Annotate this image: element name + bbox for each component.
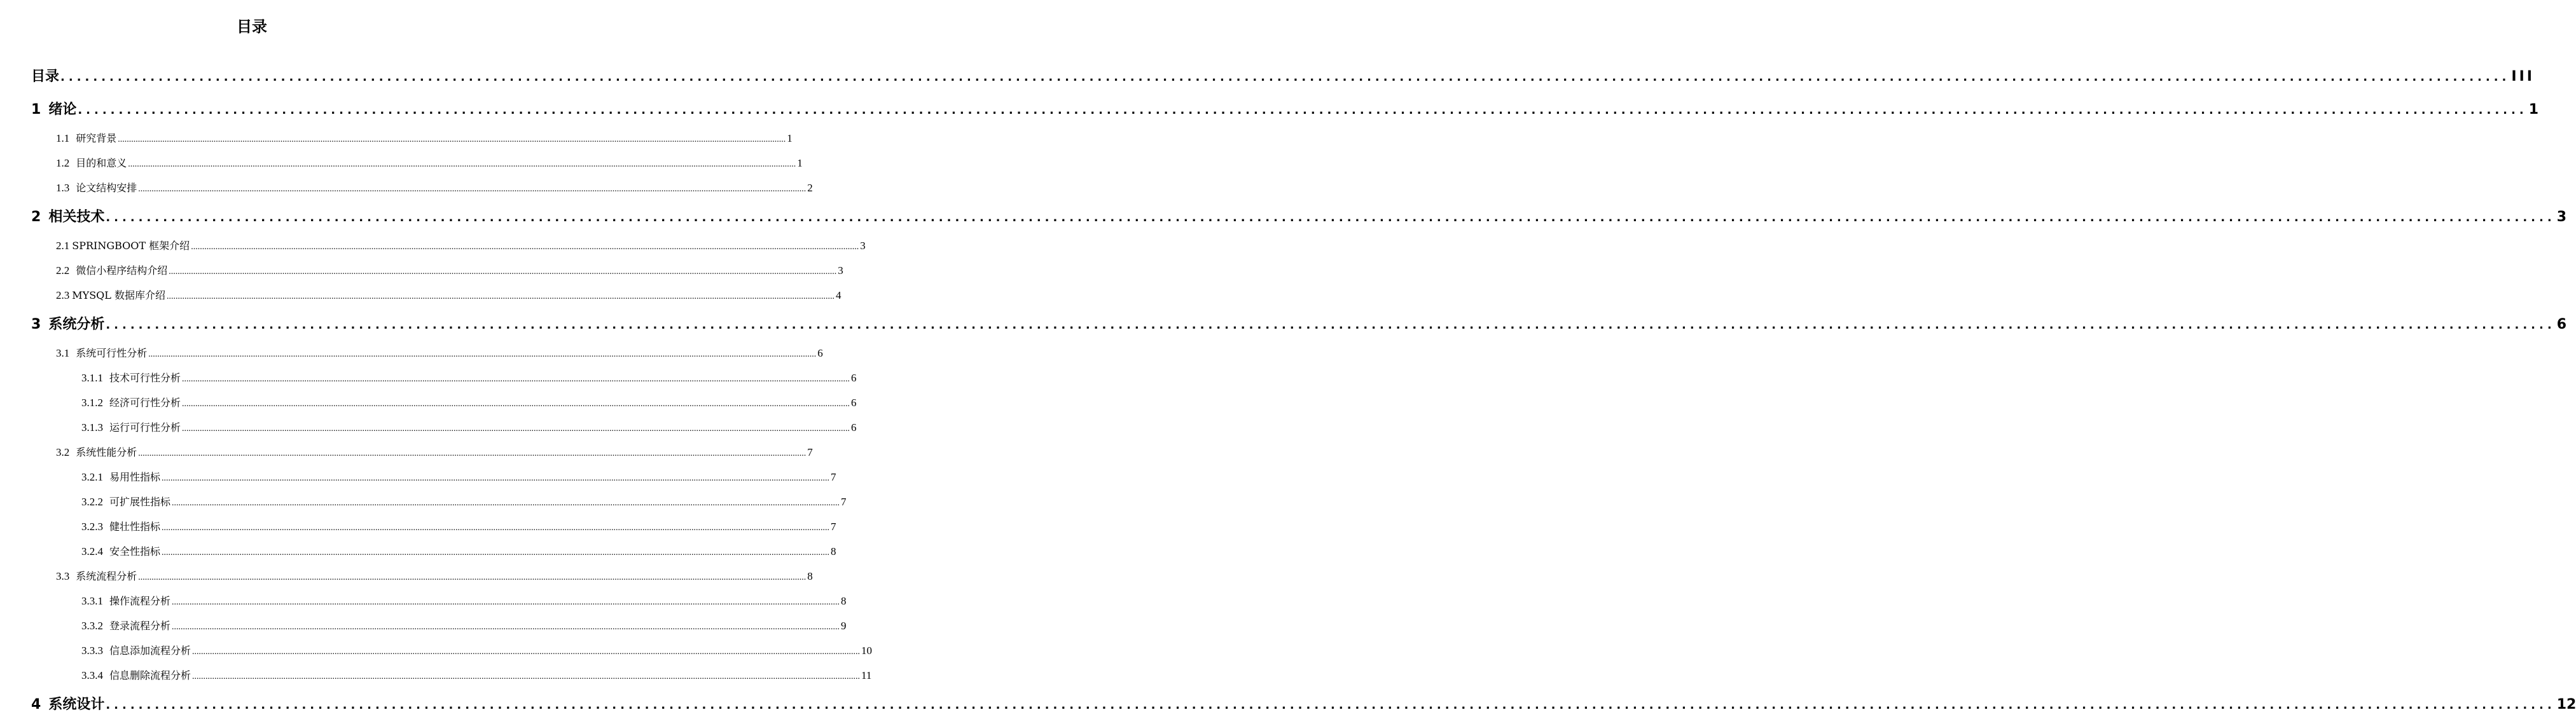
toc-entry-label: 1.2 目的和意义 bbox=[56, 157, 127, 169]
toc-entry-label: 3.3.2 登录流程分析 bbox=[81, 620, 171, 632]
toc-page-number: 7 bbox=[841, 496, 847, 508]
toc-page-number: 6 bbox=[851, 397, 857, 409]
toc-page-number: 6 bbox=[2556, 317, 2567, 332]
dot-leader: ............................................................................................................................................................................................................................................................................................................ bbox=[162, 474, 830, 483]
dot-leader: ............................................................................................................................................................................................................................................................................................................ bbox=[182, 374, 850, 384]
toc-entry-3-3-4[interactable] bbox=[81, 668, 872, 683]
toc-entry-label: 3.3.3 信息添加流程分析 bbox=[81, 645, 191, 657]
toc-entry-label: 2.2 微信小程序结构介绍 bbox=[56, 264, 168, 277]
toc-entry-label: 目录 bbox=[31, 69, 60, 85]
toc-page-number: 6 bbox=[851, 372, 857, 384]
toc-page-number: 1 bbox=[787, 132, 793, 144]
toc-entry-2[interactable] bbox=[31, 207, 2567, 228]
toc-entry-3-2-2[interactable] bbox=[81, 495, 847, 510]
toc-entry-2-3[interactable] bbox=[56, 288, 841, 303]
toc-entry-label: 3.2.1 易用性指标 bbox=[81, 471, 161, 483]
toc-page-number: 9 bbox=[841, 620, 847, 632]
dot-leader: ............................................................................................................................................................................................................................................................................................................ bbox=[148, 350, 817, 359]
toc-page-number: 3 bbox=[860, 240, 866, 252]
dot-leader: ............................................................................................................................................................................................................................................................................................................ bbox=[106, 211, 2556, 224]
toc-entry-label: 3.2.3 健壮性指标 bbox=[81, 521, 161, 533]
toc-entry-label: 3.1.3 运行可行性分析 bbox=[81, 421, 181, 434]
toc-entry-3-1-2[interactable] bbox=[81, 395, 857, 411]
toc-entry-label: 3.3.4 信息删除流程分析 bbox=[81, 669, 191, 681]
toc-page-number: 7 bbox=[831, 521, 836, 533]
toc-entry-label: 4 系统设计 bbox=[31, 697, 105, 713]
toc-entry-label: 3.2.4 安全性指标 bbox=[81, 545, 161, 557]
toc-entry-label: 3.1 系统可行性分析 bbox=[56, 347, 148, 359]
toc-page-number: 7 bbox=[807, 446, 813, 458]
toc-page-number: 12 bbox=[2556, 697, 2576, 713]
dot-leader: ............................................................................................................................................................................................................................................................................................................ bbox=[192, 672, 861, 681]
toc-entry-label: 2.1 SPRINGBOOT 框架介绍 bbox=[56, 240, 190, 252]
dot-leader: ............................................................................................................................................................................................................................................................................................................ bbox=[182, 399, 850, 409]
dot-leader: ............................................................................................................................................................................................................................................................................................................ bbox=[192, 647, 861, 657]
dot-leader: ............................................................................................................................................................................................................................................................................................................ bbox=[172, 598, 840, 607]
toc-page-number: 3 bbox=[2556, 209, 2567, 225]
toc-page-number: 6 bbox=[851, 421, 857, 434]
toc-entry-1-3[interactable] bbox=[56, 181, 813, 196]
toc-entry-3-1-3[interactable] bbox=[81, 420, 857, 435]
toc-entry-3-2[interactable] bbox=[56, 445, 813, 460]
dot-leader: ............................................................................................................................................................................................................................................................................................................ bbox=[106, 699, 2556, 712]
toc-entry-label: 3.2.2 可扩展性指标 bbox=[81, 496, 171, 508]
toc-page-number: III bbox=[2511, 69, 2535, 85]
toc-entry-1-1[interactable] bbox=[56, 131, 793, 146]
toc-entry-3-2-1[interactable] bbox=[81, 470, 836, 485]
toc-entry-3[interactable] bbox=[31, 315, 2567, 335]
toc-entry-contents[interactable] bbox=[31, 67, 2535, 87]
toc-page-number: 3 bbox=[838, 264, 843, 277]
toc-entry-3-1[interactable] bbox=[56, 346, 823, 361]
dot-leader: ............................................................................................................................................................................................................................................................................................................ bbox=[172, 622, 840, 632]
dot-leader: ............................................................................................................................................................................................................................................................................................................ bbox=[138, 184, 807, 194]
toc-page-number: 4 bbox=[836, 289, 841, 301]
toc-entry-2-1[interactable] bbox=[56, 238, 866, 254]
dot-leader: ............................................................................................................................................................................................................................................................................................................ bbox=[169, 267, 837, 277]
toc-page-number: 8 bbox=[807, 570, 813, 582]
toc-entry-3-3-3[interactable] bbox=[81, 643, 873, 659]
toc-entry-3-2-3[interactable] bbox=[81, 519, 836, 535]
dot-leader: ............................................................................................................................................................................................................................................................................................................ bbox=[172, 498, 840, 508]
toc-entry-label: 3.2 系统性能分析 bbox=[56, 446, 137, 458]
toc-page-number: 6 bbox=[817, 347, 823, 359]
toc-entry-1[interactable] bbox=[31, 100, 2539, 120]
dot-leader: ............................................................................................................................................................................................................................................................................................................ bbox=[138, 449, 807, 458]
toc-entry-1-2[interactable] bbox=[56, 156, 803, 171]
toc-page-number: 2 bbox=[807, 182, 813, 194]
toc-page-number: 1 bbox=[2528, 102, 2539, 118]
toc-entry-2-2[interactable] bbox=[56, 263, 843, 278]
dot-leader: ............................................................................................................................................................................................................................................................................................................ bbox=[138, 573, 807, 582]
dot-leader: ............................................................................................................................................................................................................................................................................................................ bbox=[118, 135, 786, 144]
toc-entry-label: 3.1.1 技术可行性分析 bbox=[81, 372, 181, 384]
toc-entry-3-3-2[interactable] bbox=[81, 618, 847, 634]
toc-entry-label: 2.3 MYSQL 数据库介绍 bbox=[56, 289, 165, 301]
toc-entry-label: 3.3 系统流程分析 bbox=[56, 570, 137, 582]
toc-page-number: 8 bbox=[831, 545, 836, 557]
toc-entry-3-3[interactable] bbox=[56, 569, 813, 584]
toc-page-number: 11 bbox=[861, 669, 872, 681]
toc-page-number: 8 bbox=[841, 595, 847, 607]
toc-entry-label: 1.3 论文结构安排 bbox=[56, 182, 137, 194]
dot-leader: ............................................................................................................................................................................................................................................................................................................ bbox=[162, 548, 830, 557]
dot-leader: ............................................................................................................................................................................................................................................................................................................ bbox=[78, 104, 2528, 117]
dot-leader: ............................................................................................................................................................................................................................................................................................................ bbox=[191, 242, 859, 252]
dot-leader: ............................................................................................................................................................................................................................................................................................................ bbox=[167, 292, 834, 301]
dot-leader: ............................................................................................................................................................................................................................................................................................................ bbox=[162, 523, 830, 533]
toc-entry-label: 3 系统分析 bbox=[31, 317, 105, 332]
toc-entry-label: 3.1.2 经济可行性分析 bbox=[81, 397, 181, 409]
dot-leader: ............................................................................................................................................................................................................................................................................................................ bbox=[128, 160, 796, 169]
toc-entry-3-3-1[interactable] bbox=[81, 594, 847, 609]
toc-page-number: 7 bbox=[831, 471, 836, 483]
toc-entry-label: 3.3.1 操作流程分析 bbox=[81, 595, 171, 607]
toc-entry-3-1-1[interactable] bbox=[81, 371, 857, 386]
toc-entry-label: 1 绪论 bbox=[31, 102, 77, 118]
toc-page-number: 10 bbox=[861, 645, 873, 657]
toc-entry-4[interactable] bbox=[31, 695, 2576, 715]
toc-entry-label: 2 相关技术 bbox=[31, 209, 105, 225]
dot-leader: ............................................................................................................................................................................................................................................................................................................ bbox=[106, 318, 2556, 332]
dot-leader: ............................................................................................................................................................................................................................................................................................................ bbox=[60, 71, 2510, 84]
toc-page-number: 1 bbox=[797, 157, 803, 169]
toc-entry-label: 1.1 研究背景 bbox=[56, 132, 117, 144]
page-title: 目录 bbox=[237, 18, 267, 36]
dot-leader: ............................................................................................................................................................................................................................................................................................................ bbox=[182, 424, 850, 434]
toc-entry-3-2-4[interactable] bbox=[81, 544, 836, 559]
